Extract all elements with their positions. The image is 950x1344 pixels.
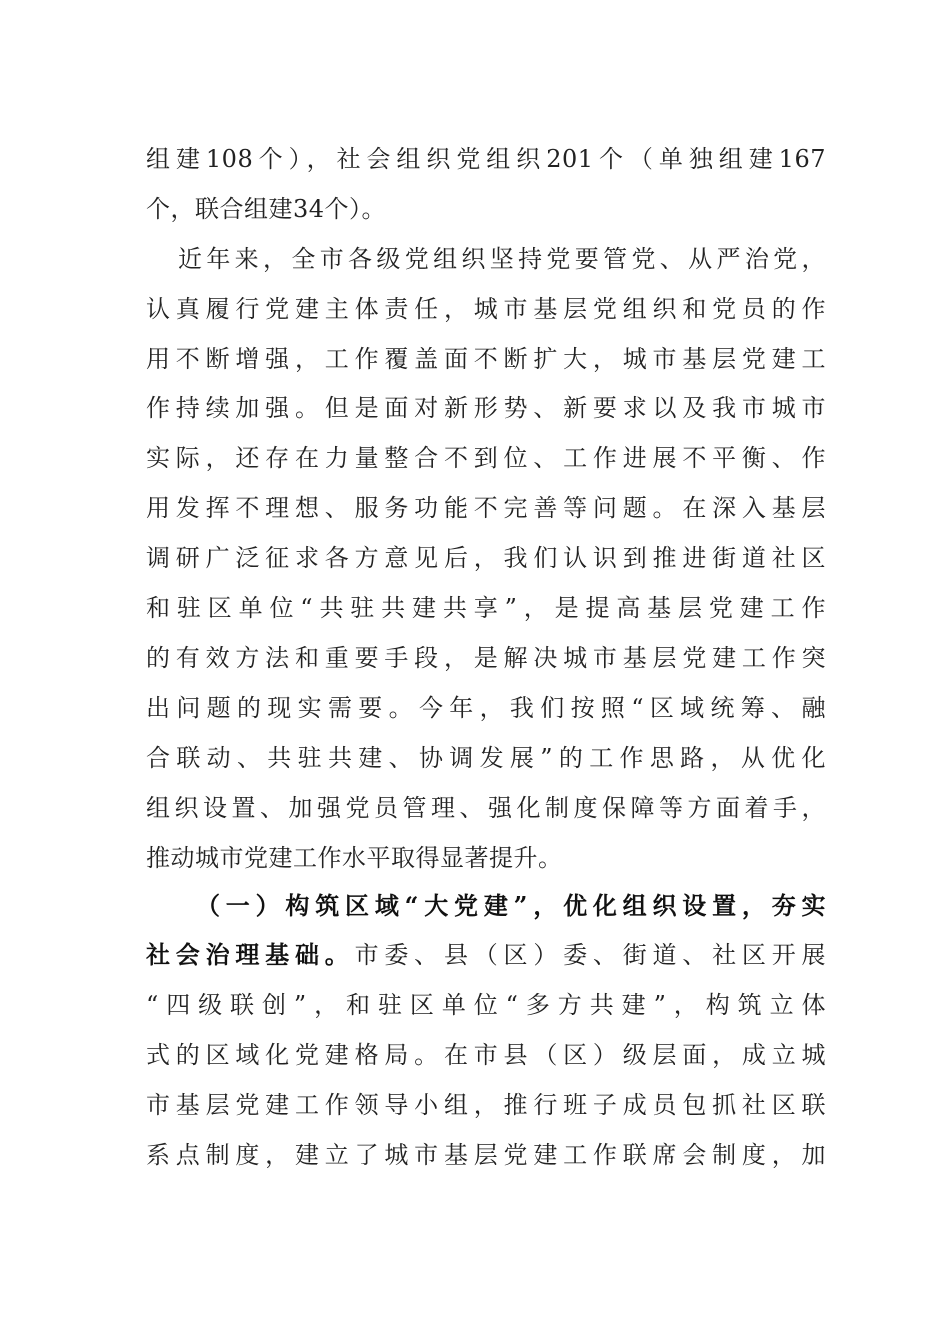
text-line bbox=[146, 935, 826, 975]
text-line: 合联动、共驻共建、协调发展”的工作思路，从优化 bbox=[146, 744, 826, 772]
text-line: 的有效方法和重要手段，是解决城市基层党建工作突 bbox=[146, 644, 826, 672]
text-line: 个，联合组建34个）。 bbox=[146, 195, 387, 223]
text-line: 实际，还存在力量整合不到位、工作进展不平衡、作 bbox=[146, 444, 826, 472]
text-line: 出问题的现实需要。今年，我们按照“区域统筹、融 bbox=[146, 694, 826, 722]
text-line: 调研广泛征求各方意见后，我们认识到推进街道社区 bbox=[146, 544, 826, 572]
text-line: 和驻区单位“共驻共建共享”，是提高基层党建工作 bbox=[146, 594, 826, 622]
text-line: 推动城市党建工作水平取得显著提升。 bbox=[146, 844, 563, 872]
text-line: 组建108个），社会组织党组织201个（单独组建167 bbox=[146, 145, 826, 173]
text-line: 用不断增强，工作覆盖面不断扩大，城市基层党建工 bbox=[146, 345, 826, 373]
text-line: 系点制度，建立了城市基层党建工作联席会制度，加 bbox=[146, 1141, 826, 1169]
text-line: 式的区域化党建格局。在市县（区）级层面，成立城 bbox=[146, 1041, 826, 1069]
text-line: “四级联创”，和驻区单位“多方共建”，构筑立体 bbox=[146, 991, 826, 1019]
text-line: 市基层党建工作领导小组，推行班子成员包抓社区联 bbox=[146, 1091, 826, 1119]
section-heading: （一）构筑区域“大党建”，优化组织设置，夯实 bbox=[196, 891, 826, 920]
text-line: 作持续加强。但是面对新形势、新要求以及我市城市 bbox=[146, 394, 826, 422]
text-line: 认真履行党建主体责任，城市基层党组织和党员的作 bbox=[146, 295, 826, 323]
text-line: 用发挥不理想、服务功能不完善等问题。在深入基层 bbox=[146, 494, 826, 522]
paragraph-first-line: 近年来，全市各级党组织坚持党要管党、从严治党， bbox=[178, 245, 826, 273]
text-run: 市委、县（区）委、街道、社区开展 bbox=[354, 941, 827, 969]
section-heading-end: 社会治理基础。 bbox=[146, 940, 355, 969]
text-line: 组织设置、加强党员管理、强化制度保障等方面着手， bbox=[146, 794, 826, 822]
